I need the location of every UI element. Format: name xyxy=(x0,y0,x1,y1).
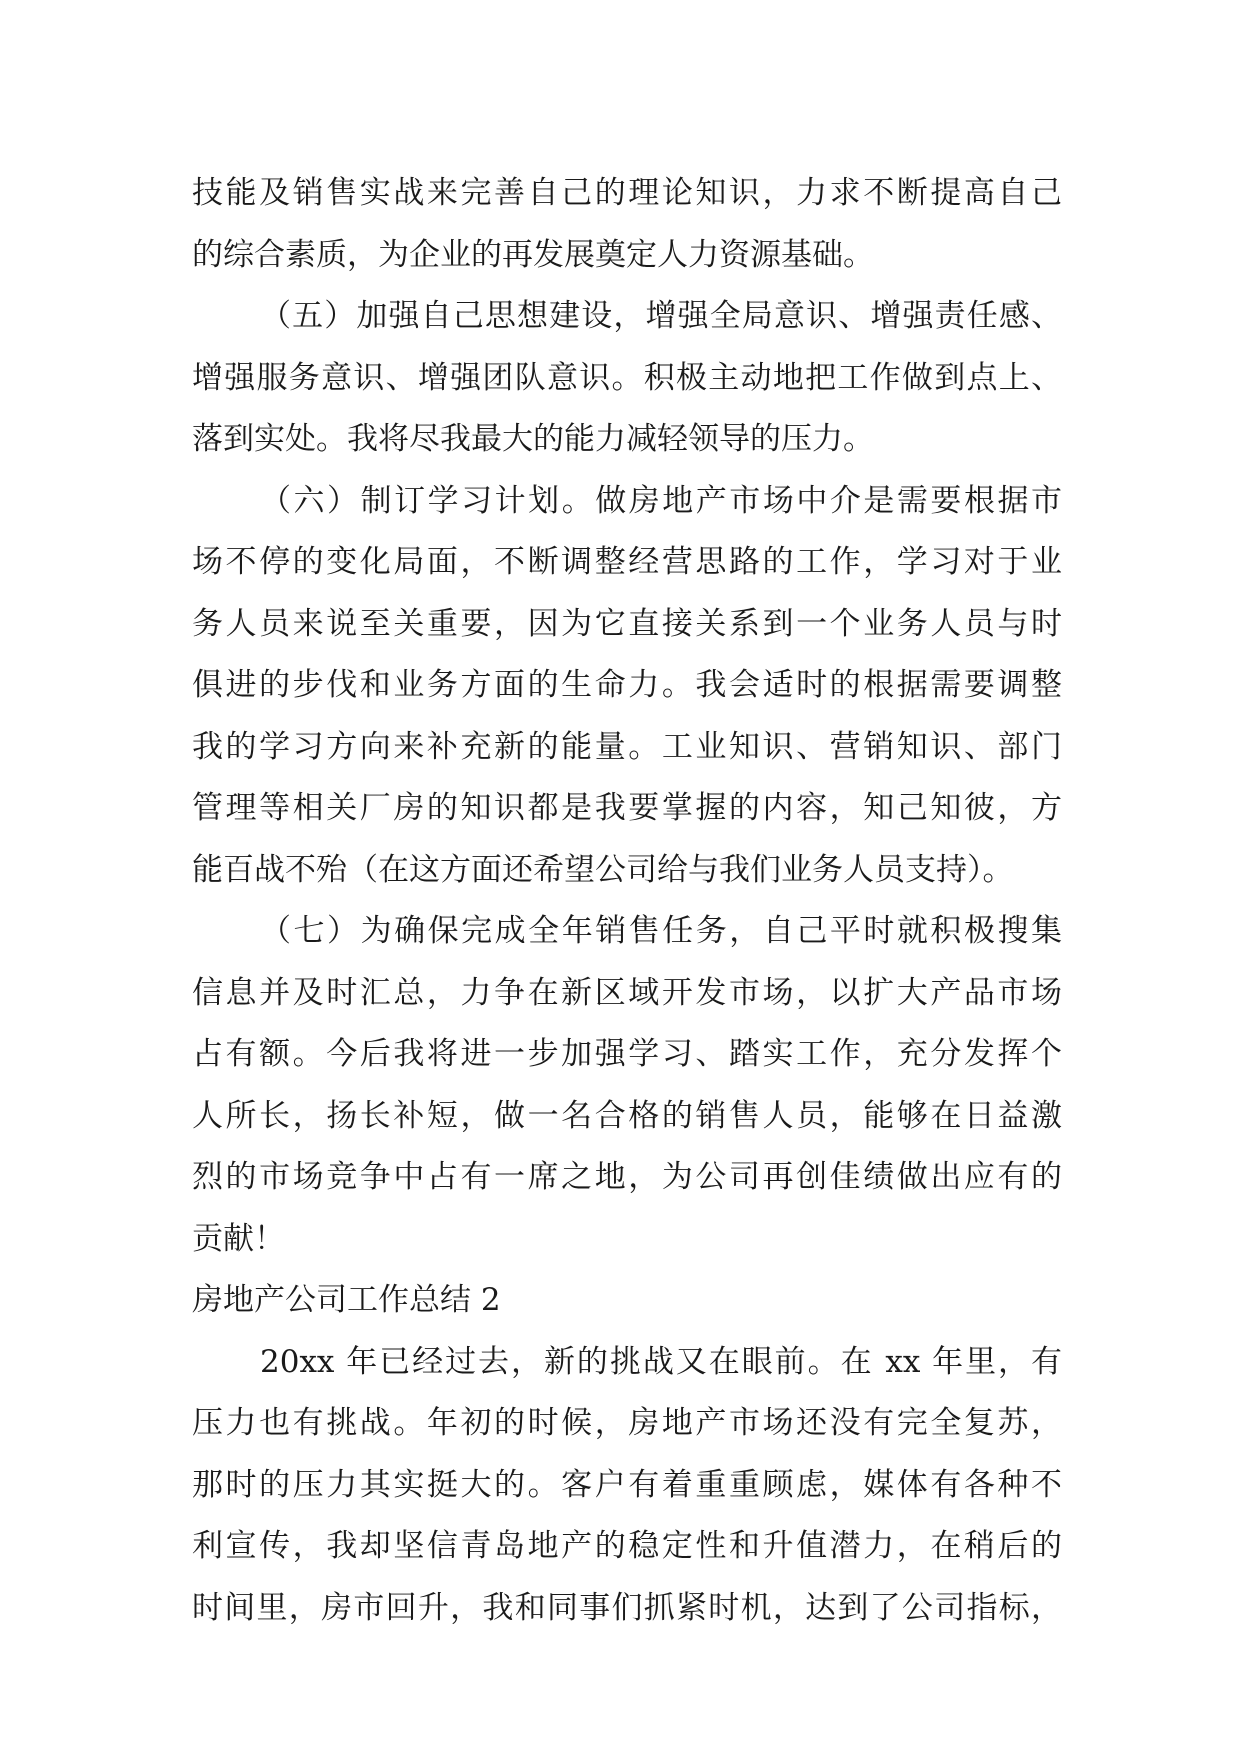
text-line: 场不停的变化局面，不断调整经营思路的工作，学习对于业 xyxy=(192,544,1062,580)
text-line: 人所长，扬长补短，做一名合格的销售人员，能够在日益激 xyxy=(192,1097,1062,1134)
text-line: 俱进的步伐和业务方面的生命力。我会适时的根据需要调整 xyxy=(192,667,1062,703)
text-line: 房地产公司工作总结 2 xyxy=(192,1282,501,1318)
text-line: 信息并及时汇总，力争在新区域开发市场，以扩大产品市场 xyxy=(192,974,1062,1011)
text-line: 利宣传，我却坚信青岛地产的稳定性和升值潜力，在稍后的 xyxy=(192,1528,1062,1564)
document-body xyxy=(192,163,1062,1639)
text-line: （七）为确保完成全年销售任务，自己平时就积极搜集 xyxy=(260,913,1062,949)
text-line: 烈的市场竞争中占有一席之地，为公司再创佳绩做出应有的 xyxy=(192,1159,1062,1195)
text-line: 那时的压力其实挺大的。客户有着重重顾虑，媒体有各种不 xyxy=(192,1466,1062,1503)
text-line: 我的学习方向来补充新的能量。工业知识、营销知识、部门 xyxy=(192,728,1062,765)
text-line: 时间里，房市回升，我和同事们抓紧时机，达到了公司指标， xyxy=(192,1589,1062,1626)
text-line: 增强服务意识、增强团队意识。积极主动地把工作做到点上、 xyxy=(192,359,1062,396)
text-line: 务人员来说至关重要，因为它直接关系到一个业务人员与时 xyxy=(192,605,1062,642)
text-line: （五）加强自己思想建设，增强全局意识、增强责任感、 xyxy=(260,298,1062,334)
text-line: （六）制订学习计划。做房地产市场中介是需要根据市 xyxy=(260,482,1062,519)
text-line: 贡献！ xyxy=(192,1220,285,1257)
text-line: 能百战不殆（在这方面还希望公司给与我们业务人员支持）。 xyxy=(192,851,1014,888)
text-line: 20xx 年已经过去，新的挑战又在眼前。在 xx 年里，有 xyxy=(260,1343,1062,1380)
text-line: 的综合素质，为企业的再发展奠定人力资源基础。 xyxy=(192,236,874,273)
text-line: 占有额。今后我将进一步加强学习、踏实工作，充分发挥个 xyxy=(192,1036,1062,1072)
text-line: 技能及销售实战来完善自己的理论知识，力求不断提高自己 xyxy=(192,175,1062,211)
text-line: 压力也有挑战。年初的时候，房地产市场还没有完全复苏， xyxy=(192,1405,1062,1441)
text-line: 落到实处。我将尽我最大的能力减轻领导的压力。 xyxy=(192,421,874,457)
text-line: 管理等相关厂房的知识都是我要掌握的内容，知己知彼，方 xyxy=(192,790,1062,826)
